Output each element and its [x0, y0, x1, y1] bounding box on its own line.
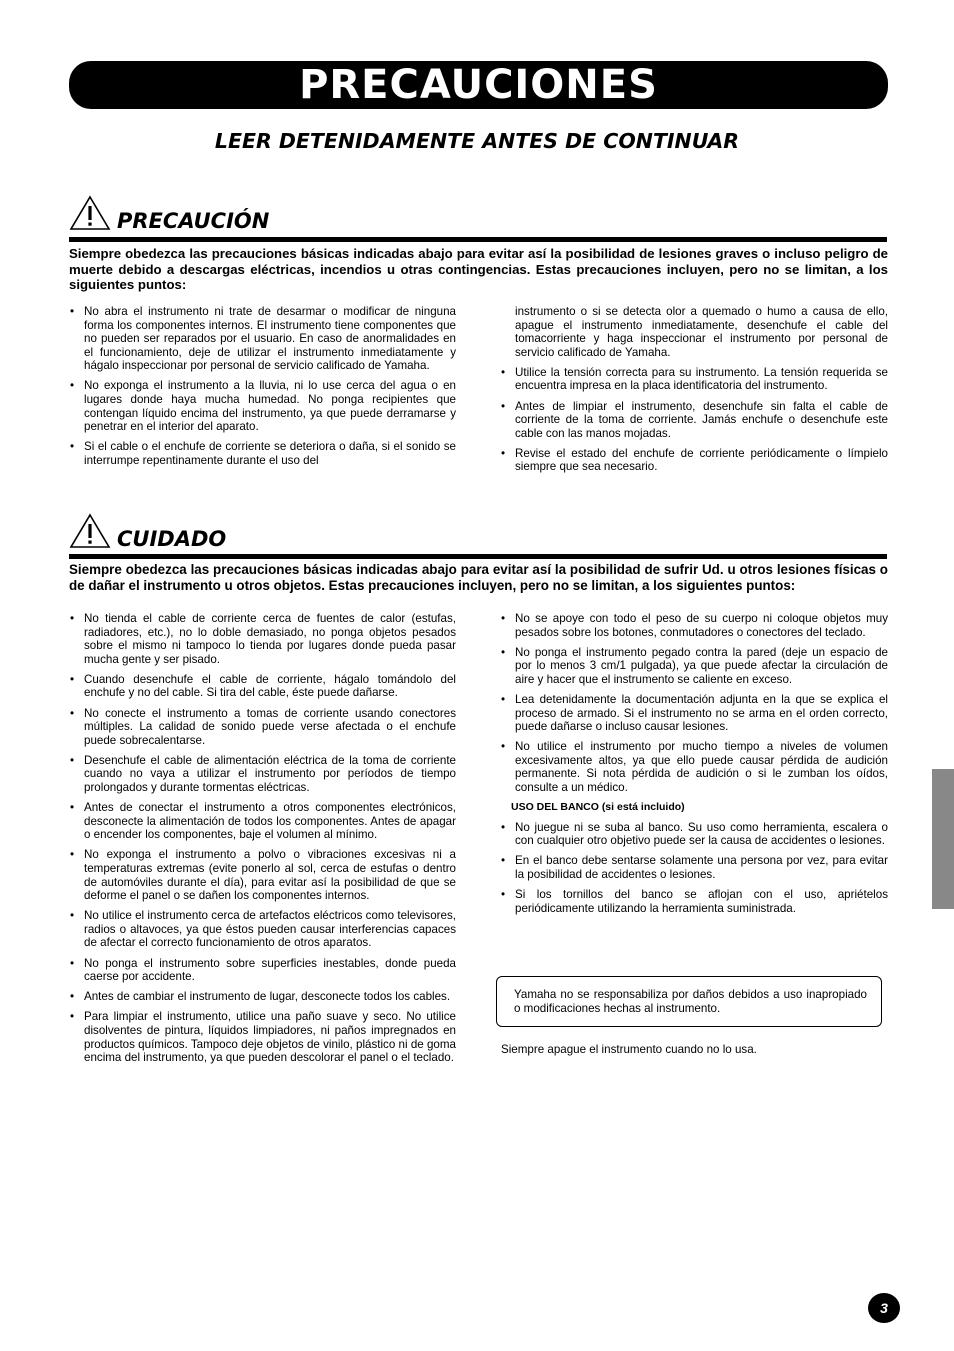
list-item: • No tienda el cable de corriente cerca de fuentes de calor (estufas, radiadores, etc.), no lo doble demasiado, no ponga objetos pesados sobre el mismo ni tampoco lo tienda por lugares donde pueda pasar mucha gente y ser pisado.	[70, 612, 456, 666]
care-title: CUIDADO	[117, 527, 227, 551]
warning-triangle-icon	[69, 513, 111, 549]
list-item: • Utilice la tensión correcta para su instrumento. La tensión requerida se encuentra impresa en la placa identificatoria del instrumento.	[501, 366, 888, 393]
list-item: • Si los tornillos del banco se aflojan con el uso, apriételos periódicamente utilizando la herramienta suministrada.	[501, 888, 888, 915]
list-item: • No ponga el instrumento sobre superficies inestables, donde pueda caerse por accidente.	[70, 957, 456, 984]
list-item: • No exponga el instrumento a la lluvia, ni lo use cerca del agua o en lugares donde haya mucha humedad. No ponga recipientes que contengan líquido encima del instrumento, ya que puede derramarse y penetrar en el interior del aparato.	[70, 379, 456, 433]
caution-heading	[69, 195, 887, 231]
list-item: • Cuando desenchufe el cable de corriente, hágalo tomándolo del enchufe y no del cable. Si tira del cable, éste puede dañarse.	[70, 673, 456, 700]
page-subtitle: LEER DETENIDAMENTE ANTES DE CONTINUAR	[214, 129, 740, 153]
list-item: • No ponga el instrumento pegado contra la pared (deje un espacio de por lo menos 3 cm/1 pulgada), ya que puede afectar la circulación de aire y hacer que el instrumento se caliente en exceso.	[501, 646, 888, 687]
list-item: • Antes de limpiar el instrumento, desenchufe sin falta el cable de corriente de la toma de corriente. Jamás enchufe o desenchufe este cable con las manos mojadas.	[501, 400, 888, 441]
list-item: • Revise el estado del enchufe de corriente periódicamente o límpielo siempre que sea necesario.	[501, 447, 888, 474]
section-tab	[932, 769, 954, 909]
list-item: • No utilice el instrumento cerca de artefactos eléctricos como televisores, radios o altavoces, ya que éstos pueden causar interferencias capaces de afectar el correcto funcionamiento de otros aparatos.	[70, 909, 456, 950]
list-item: • No se apoye con todo el peso de su cuerpo ni coloque objetos muy pesados sobre los botones, conmutadores o conectores del teclado.	[501, 612, 888, 639]
caution-rule	[69, 237, 887, 242]
list-item: • Para limpiar el instrumento, utilice una paño suave y seco. No utilice disolventes de pintura, líquidos limpiadores, ni paños impregnados en productos químicos. Tampoco deje objetos de vinilo, plástico ni de goma encima del instrumento, ya que pueden descolorar el panel o el teclado.	[70, 1010, 456, 1064]
list-item: • En el banco debe sentarse solamente una persona por vez, para evitar la posibilidad de accidentes o lesiones.	[501, 854, 888, 881]
list-item: • Antes de cambiar el instrumento de lugar, desconecte todos los cables.	[70, 990, 456, 1004]
list-item: • No utilice el instrumento por mucho tiempo a niveles de volumen excesivamente altos, ya que ello puede causar pérdida de audición permanente. Si nota pérdida de audición o si le zumban los oídos, consulte a un médico.	[501, 740, 888, 794]
caution-right-column	[501, 305, 888, 481]
page-number: 3	[868, 1293, 900, 1323]
page-title: PRECAUCIONES	[299, 62, 658, 108]
caution-left-column	[70, 305, 456, 474]
list-item: • No abra el instrumento ni trate de desarmar o modificar de ninguna forma los componentes internos. El instrumento tiene componentes que no pueden ser reparados por el usuario. En caso de anormalidades en el funcionamiento, deje de utilizar el instrumento inmediatamente y hágalo inspeccionar por personal de servicio calificado de Yamaha.	[70, 305, 456, 373]
list-item: • Antes de conectar el instrumento a otros componentes electrónicos, desconecte la alimentación de todos los componentes. Antes de apagar o encender los componentes, baje el volumen al mínimo.	[70, 801, 456, 842]
care-right-column	[501, 612, 888, 922]
caution-intro: Siempre obedezca las precauciones básicas indicadas abajo para evitar así la posibilidad de lesiones graves o incluso peligro de muerte debido a descargas eléctricas, incendios u otras contingencias. Estas precauciones incluyen, pero no se limitan, a los siguientes puntos:	[69, 246, 888, 292]
caution-title: PRECAUCIÓN	[117, 209, 270, 233]
list-item-continuation: instrumento o si se detecta olor a quemado o humo a causa de ello, apague el instrumento inmediatamente, desenchufe el cable del tomacorriente y haga inspeccionar el instrumento por personal de servicio calificado de Yamaha.	[515, 305, 888, 359]
list-item: • No exponga el instrumento a polvo o vibraciones excesivas ni a temperaturas extremas (evite ponerlo al sol, cerca de estufas o dentro de automóviles durante el día), para evitar así la posibilidad de que se deforme el panel o se dañen los componentes internos.	[70, 848, 456, 902]
care-heading	[69, 513, 887, 549]
list-item: • Si el cable o el enchufe de corriente se deteriora o daña, si el sonido se interrumpe repentinamente durante el uso del	[70, 440, 456, 467]
disclaimer-text: Yamaha no se responsabiliza por daños debidos a uso inapropiado o modificaciones hechas al instrumento.	[514, 988, 867, 1015]
title-banner	[69, 61, 888, 109]
footnote: Siempre apague el instrumento cuando no lo usa.	[501, 1043, 757, 1056]
list-item: • No conecte el instrumento a tomas de corriente usando conectores múltiples. La calidad de sonido puede verse afectada o el enchufe puede sobrecalentarse.	[70, 707, 456, 748]
care-rule	[69, 554, 887, 559]
list-item: • No juegue ni se suba al banco. Su uso como herramienta, escalera o con cualquier otro objetivo puede ser la causa de accidentes o lesiones.	[501, 821, 888, 848]
disclaimer-box	[496, 976, 882, 1027]
list-item: • Desenchufe el cable de alimentación eléctrica de la toma de corriente cuando no vaya a utilizar el instrumento por períodos de tiempo prolongados y durante tormentas eléctricas.	[70, 754, 456, 795]
bench-heading: USO DEL BANCO (si está incluido)	[511, 801, 685, 814]
list-item: • Lea detenidamente la documentación adjunta en la que se explica el proceso de armado. Si el instrumento no se arma en el orden correcto, puede dañarse o incluso causar lesiones.	[501, 693, 888, 734]
care-intro: Siempre obedezca las precauciones básicas indicadas abajo para evitar así la posibilidad de sufrir Ud. u otros lesiones físicas o de dañar el instrumento u otros objetos. Estas precauciones incluyen, pero no se limitan, a los siguientes puntos:	[69, 562, 888, 593]
care-left-column	[70, 612, 456, 1071]
warning-triangle-icon	[69, 195, 111, 231]
